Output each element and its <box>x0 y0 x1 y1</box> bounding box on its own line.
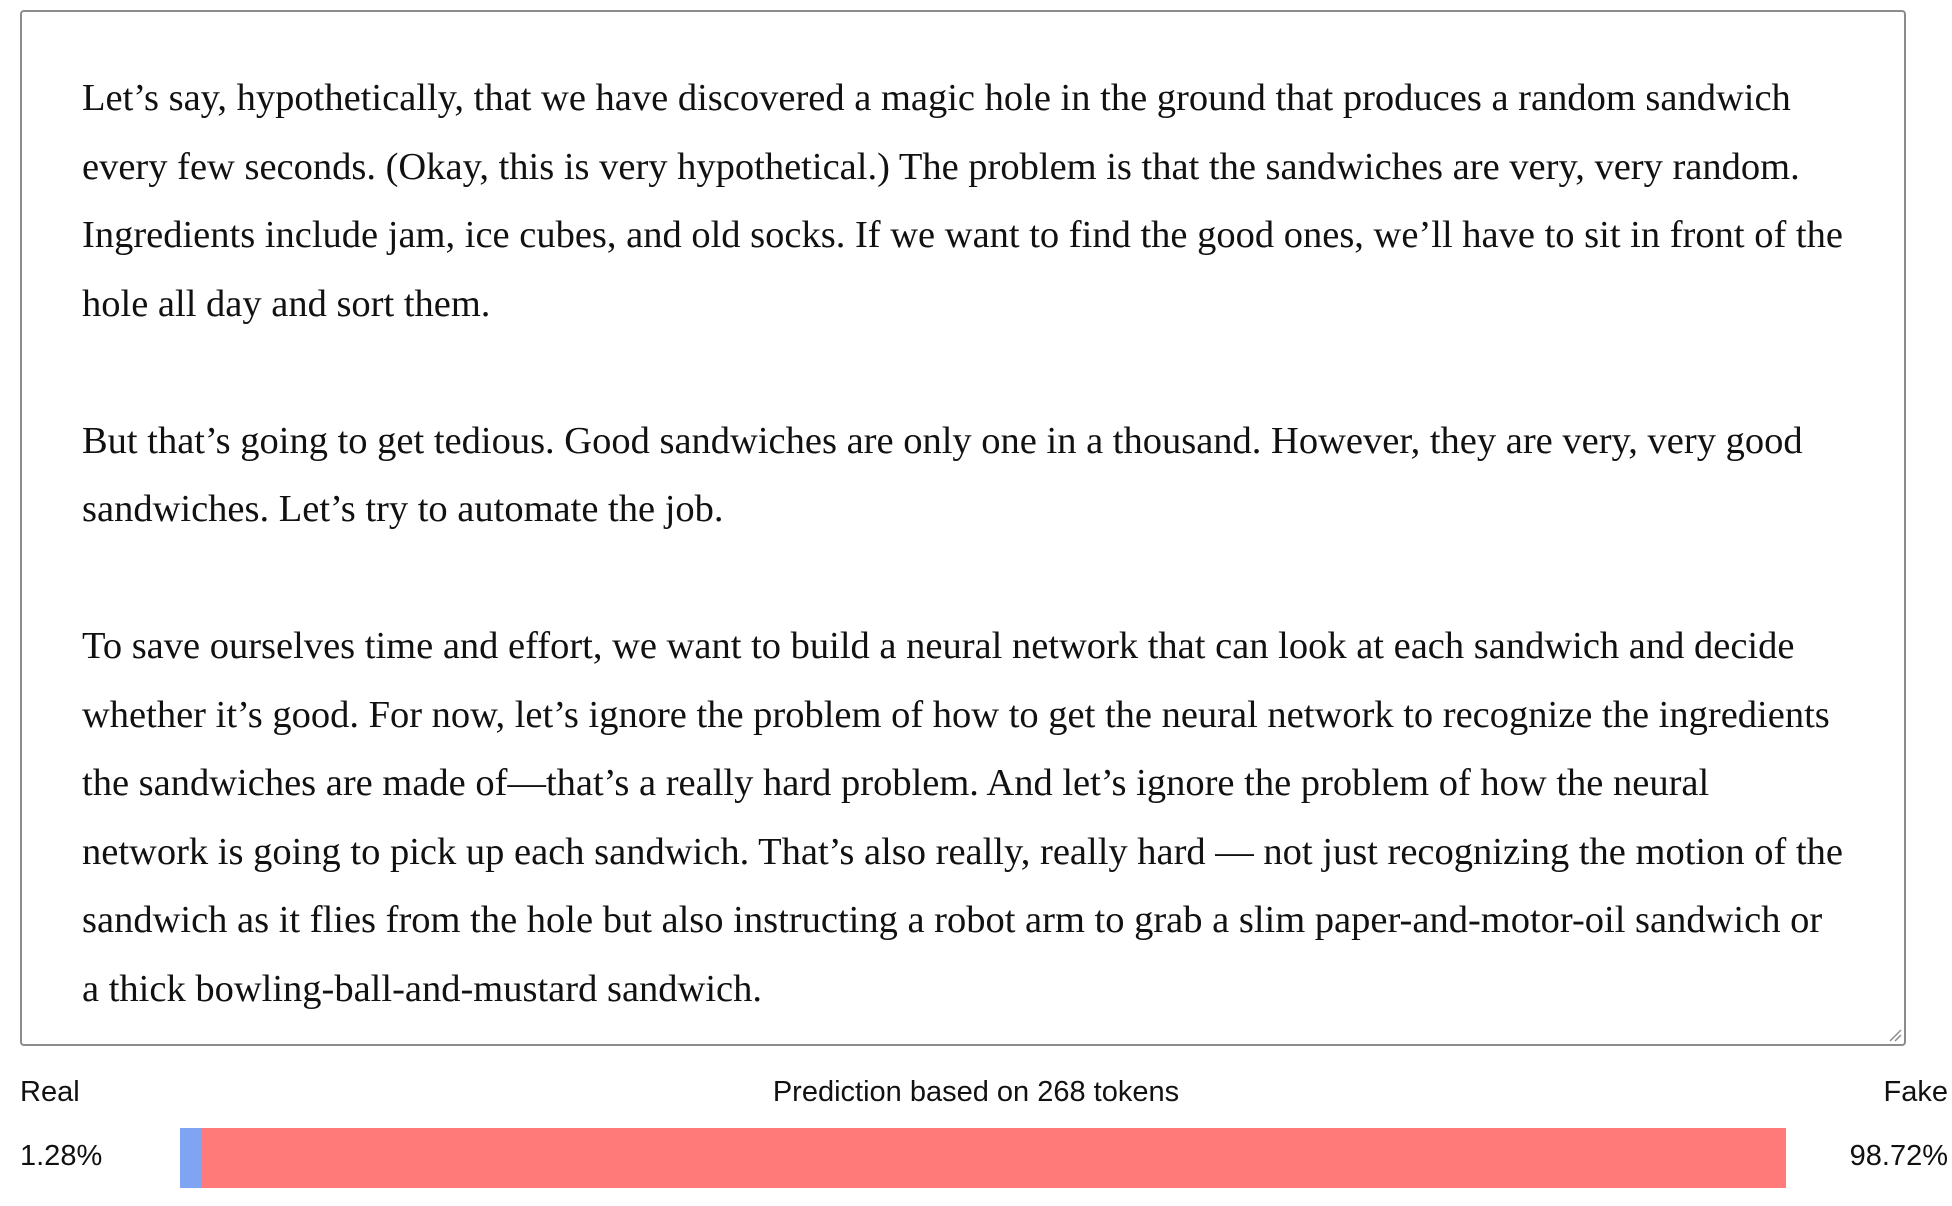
fake-percent: 98.72% <box>1849 1140 1948 1172</box>
paragraph-2: But that’s going to get tedious. Good sandwiches are only one in a thousand. However, they are very, very good sandwiches. Let’s try to automate the job. <box>82 419 1803 530</box>
prediction-bar-row <box>0 1128 1952 1188</box>
prediction-bar <box>180 1128 1786 1188</box>
fake-label: Fake <box>1883 1076 1948 1108</box>
prediction-summary: Prediction based on 268 tokens <box>772 1076 1180 1108</box>
real-percent: 1.28% <box>20 1140 103 1172</box>
paragraph-1: Let’s say, hypothetically, that we have discovered a magic hole in the ground that produces a random sandwich every few seconds. (Okay, this is very hypothetical.) The problem is that the sandwiches are very, very random. Ingredients include jam, ice cubes, and old socks. If we want to find the good ones, we’ll have to sit in front of the hole all day and sort them. <box>82 77 1843 325</box>
text-input-area[interactable] <box>20 10 1906 1046</box>
real-bar-segment <box>180 1128 201 1188</box>
resize-grip-icon[interactable] <box>1886 1026 1902 1042</box>
fake-bar-segment <box>201 1128 1786 1188</box>
paragraph-3: To save ourselves time and effort, we want to build a neural network that can look at each sandwich and decide whether it’s good. For now, let’s ignore the problem of how to get the neural network to recognize the ingredients the sandwiches are made of—that’s a really hard problem. And let’s ignore the problem of how the neural network is going to pick up each sandwich. That’s also really, really hard — not just recognizing the motion of the sandwich as it flies from the hole but also instructing a robot arm to grab a slim paper-and-motor-oil sandwich or a thick bowling-ball-and-mustard sandwich. <box>82 625 1843 1010</box>
prediction-labels <box>0 1076 1952 1120</box>
real-label: Real <box>20 1076 80 1108</box>
